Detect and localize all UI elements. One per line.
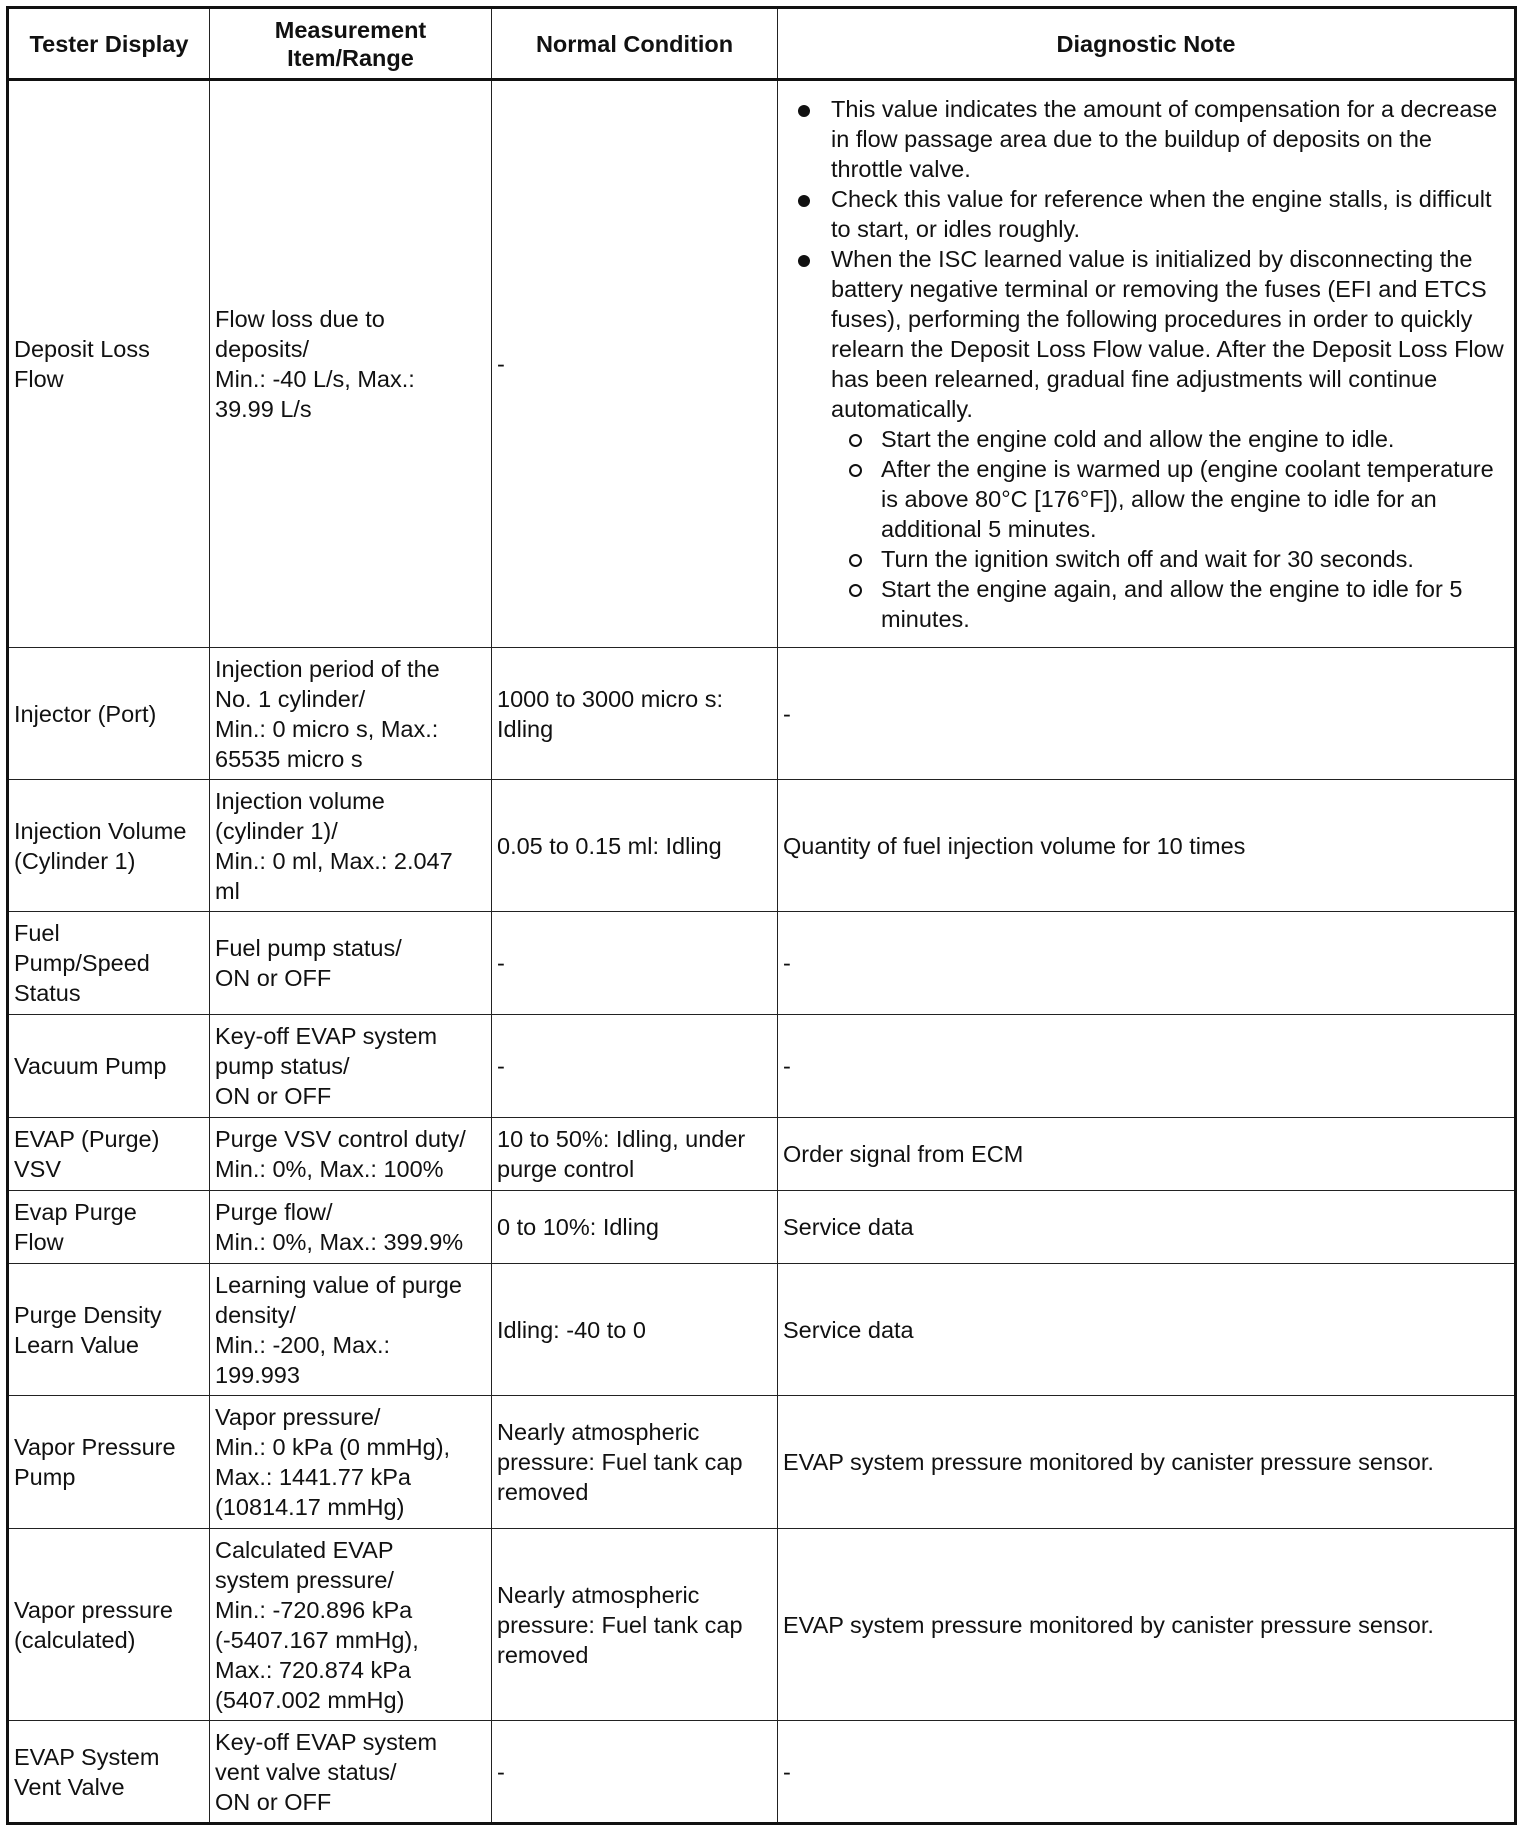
text-line: Min.: -720.896 kPa <box>215 1596 413 1623</box>
table-row <box>8 80 1516 648</box>
text-line: 1000 to 3000 micro s: <box>497 685 723 712</box>
text-line: Key-off EVAP system <box>215 1728 438 1755</box>
text-line: Pump <box>14 1464 76 1490</box>
text-line: VSV <box>14 1156 62 1182</box>
bullet-list <box>783 94 1509 634</box>
header-tester-display: Tester Display <box>8 8 210 80</box>
text-line: Injection period of the <box>215 655 440 682</box>
cell-measurement <box>210 1015 492 1118</box>
cell-tester-display <box>8 912 210 1015</box>
cell-diagnostic-note: EVAP system pressure monitored by canister pressure sensor. <box>778 1529 1516 1721</box>
text-line: purge control <box>497 1156 635 1182</box>
text-line: (cylinder 1)/ <box>215 817 338 844</box>
header-measurement-line: Item/Range <box>287 44 414 71</box>
table-row <box>8 1396 1516 1529</box>
table-row <box>8 1118 1516 1191</box>
text-line: EVAP System <box>14 1743 160 1770</box>
text-line: Injection Volume <box>14 817 187 844</box>
cell-measurement <box>210 648 492 780</box>
cell-diagnostic-note: Service data <box>778 1264 1516 1396</box>
text-line: Min.: 0%, Max.: 100% <box>215 1156 444 1182</box>
bullet-item <box>831 94 1509 184</box>
text-line: Min.: 0 micro s, Max.: <box>215 715 439 742</box>
table-row <box>8 648 1516 780</box>
cell-tester-display <box>8 1264 210 1396</box>
text-line: Flow <box>14 1229 64 1255</box>
cell-measurement <box>210 80 492 648</box>
text-line: Min.: 0%, Max.: 399.9% <box>215 1229 464 1255</box>
text-line: ml <box>215 877 240 904</box>
text-line: (10814.17 mmHg) <box>215 1494 405 1520</box>
header-normal-condition: Normal Condition <box>492 8 778 80</box>
header-diagnostic-note: Diagnostic Note <box>778 8 1516 80</box>
text-line: Min.: -200, Max.: <box>215 1331 390 1358</box>
cell-normal-condition: - <box>492 80 778 648</box>
diagnostic-data-table <box>6 6 1517 1825</box>
text-line: Learning value of purge <box>215 1271 462 1298</box>
cell-normal-condition: 0.05 to 0.15 ml: Idling <box>492 780 778 912</box>
cell-normal-condition <box>492 1118 778 1191</box>
table-row <box>8 1529 1516 1721</box>
cell-tester-display: Deposit Loss Flow <box>8 80 210 648</box>
cell-diagnostic-note: Quantity of fuel injection volume for 10 times <box>778 780 1516 912</box>
table-row <box>8 1015 1516 1118</box>
cell-measurement <box>210 1118 492 1191</box>
cell-diagnostic-note: - <box>778 648 1516 780</box>
text-line: Min.: -40 L/s, Max.: <box>215 366 415 392</box>
text-line: Fuel <box>14 920 60 946</box>
text-line: Vent Valve <box>14 1773 125 1800</box>
cell-measurement <box>210 780 492 912</box>
bullet-text: When the ISC learned value is initialized by disconnecting the battery negative terminal or removing the fuses (EFI and ETCS fuses), performing the following procedures in order to quickly relearn the Deposit Loss Flow value. After the Deposit Loss Flow has been relearned, gradual fine adjustments will continue automatically. <box>831 246 1504 422</box>
cell-normal-condition: - <box>492 1721 778 1824</box>
text-line: removed <box>497 1479 589 1505</box>
bullet-item <box>831 244 1509 634</box>
text-line: Min.: 0 kPa (0 mmHg), <box>215 1434 451 1460</box>
text-line: No. 1 cylinder/ <box>215 685 366 712</box>
cell-measurement <box>210 1396 492 1529</box>
text-line: ON or OFF <box>215 965 332 991</box>
text-line: pressure: Fuel tank cap <box>497 1449 743 1475</box>
cell-measurement <box>210 1529 492 1721</box>
text-line: vent valve status/ <box>215 1758 397 1785</box>
text-line: (Cylinder 1) <box>14 847 136 874</box>
hollow-bullet-icon <box>849 434 862 447</box>
cell-measurement <box>210 912 492 1015</box>
cell-tester-display <box>8 1529 210 1721</box>
table-row <box>8 912 1516 1015</box>
text-line: Idling <box>497 715 554 742</box>
text-line: Evap Purge <box>14 1199 137 1225</box>
sub-item <box>881 454 1509 544</box>
table-row <box>8 780 1516 912</box>
text-line: system pressure/ <box>215 1566 394 1593</box>
text-line: Learn Value <box>14 1331 139 1358</box>
text-line: 65535 micro s <box>215 745 363 772</box>
text-line: Vapor pressure/ <box>215 1404 381 1430</box>
sub-item-text: Turn the ignition switch off and wait for 30 seconds. <box>881 546 1414 572</box>
text-line: Vapor Pressure <box>14 1434 176 1460</box>
text-line: Fuel pump status/ <box>215 935 402 961</box>
sub-item <box>881 424 1509 454</box>
cell-tester-display: Injector (Port) <box>8 648 210 780</box>
cell-tester-display <box>8 1118 210 1191</box>
text-line: pressure: Fuel tank cap <box>497 1611 743 1638</box>
cell-diagnostic-note <box>778 80 1516 648</box>
text-line: Flow loss due to <box>215 306 385 332</box>
text-line: (5407.002 mmHg) <box>215 1686 405 1713</box>
text-line: ON or OFF <box>215 1083 332 1109</box>
text-line: Max.: 1441.77 kPa <box>215 1464 411 1490</box>
cell-measurement <box>210 1264 492 1396</box>
cell-measurement <box>210 1191 492 1264</box>
filled-bullet-icon <box>798 195 810 207</box>
text-line: 39.99 L/s <box>215 396 312 422</box>
text-line: pump status/ <box>215 1053 350 1079</box>
sub-list <box>831 424 1509 634</box>
cell-tester-display <box>8 780 210 912</box>
cell-normal-condition <box>492 1529 778 1721</box>
text-line: 199.993 <box>215 1361 300 1388</box>
text-line: EVAP (Purge) <box>14 1126 160 1152</box>
hollow-bullet-icon <box>849 464 862 477</box>
text-line: Max.: 720.874 kPa <box>215 1656 411 1683</box>
cell-diagnostic-note: EVAP system pressure monitored by canister pressure sensor. <box>778 1396 1516 1529</box>
text-line: Purge flow/ <box>215 1199 333 1225</box>
cell-normal-condition: 0 to 10%: Idling <box>492 1191 778 1264</box>
cell-diagnostic-note: Order signal from ECM <box>778 1118 1516 1191</box>
cell-diagnostic-note: - <box>778 1721 1516 1824</box>
sub-item-text: Start the engine again, and allow the engine to idle for 5 minutes. <box>881 576 1463 632</box>
cell-normal-condition: Idling: -40 to 0 <box>492 1264 778 1396</box>
cell-measurement <box>210 1721 492 1824</box>
text-line: Nearly atmospheric <box>497 1581 700 1608</box>
text-line: density/ <box>215 1301 296 1328</box>
text-line: (-5407.167 mmHg), <box>215 1626 419 1653</box>
text-line: Key-off EVAP system <box>215 1023 438 1049</box>
cell-tester-display: Vacuum Pump <box>8 1015 210 1118</box>
sub-item <box>881 574 1509 634</box>
cell-diagnostic-note: - <box>778 1015 1516 1118</box>
bullet-text: This value indicates the amount of compensation for a decrease in flow passage area due to the buildup of deposits on the throttle valve. <box>831 96 1498 182</box>
text-line: Injection volume <box>215 787 385 814</box>
bullet-text: Check this value for reference when the engine stalls, is difficult to start, or idles roughly. <box>831 186 1492 242</box>
text-line: Purge Density <box>14 1301 162 1328</box>
text-line: removed <box>497 1641 589 1668</box>
bullet-item <box>831 184 1509 244</box>
sub-item-text: After the engine is warmed up (engine coolant temperature is above 80°C [176°F]), allow the engine to idle for an additional 5 minutes. <box>881 456 1494 542</box>
cell-diagnostic-note: Service data <box>778 1191 1516 1264</box>
text-line: Vapor pressure <box>14 1596 173 1623</box>
header-measurement-item-range <box>210 8 492 80</box>
text-line: 10 to 50%: Idling, under <box>497 1126 746 1152</box>
table-row <box>8 1264 1516 1396</box>
text-line: Pump/Speed <box>14 950 150 976</box>
text-line: Min.: 0 ml, Max.: 2.047 <box>215 847 453 874</box>
text-line: Purge VSV control duty/ <box>215 1126 466 1152</box>
text-line: ON or OFF <box>215 1788 332 1815</box>
cell-normal-condition: - <box>492 1015 778 1118</box>
cell-diagnostic-note: - <box>778 912 1516 1015</box>
sub-item <box>881 544 1509 574</box>
table-row <box>8 1191 1516 1264</box>
header-row <box>8 8 1516 80</box>
sub-item-text: Start the engine cold and allow the engine to idle. <box>881 426 1395 452</box>
filled-bullet-icon <box>798 105 810 117</box>
cell-normal-condition <box>492 648 778 780</box>
text-line: Nearly atmospheric <box>497 1419 700 1445</box>
table-row <box>8 1721 1516 1824</box>
header-measurement-line: Measurement <box>274 16 427 43</box>
cell-normal-condition <box>492 1396 778 1529</box>
filled-bullet-icon <box>798 255 810 267</box>
cell-tester-display <box>8 1721 210 1824</box>
text-line: (calculated) <box>14 1626 136 1653</box>
hollow-bullet-icon <box>849 584 862 597</box>
text-line: deposits/ <box>215 336 310 362</box>
text-line: Calculated EVAP <box>215 1536 394 1563</box>
cell-normal-condition: - <box>492 912 778 1015</box>
hollow-bullet-icon <box>849 554 862 567</box>
text-line: Status <box>14 980 81 1006</box>
cell-tester-display <box>8 1191 210 1264</box>
cell-tester-display <box>8 1396 210 1529</box>
